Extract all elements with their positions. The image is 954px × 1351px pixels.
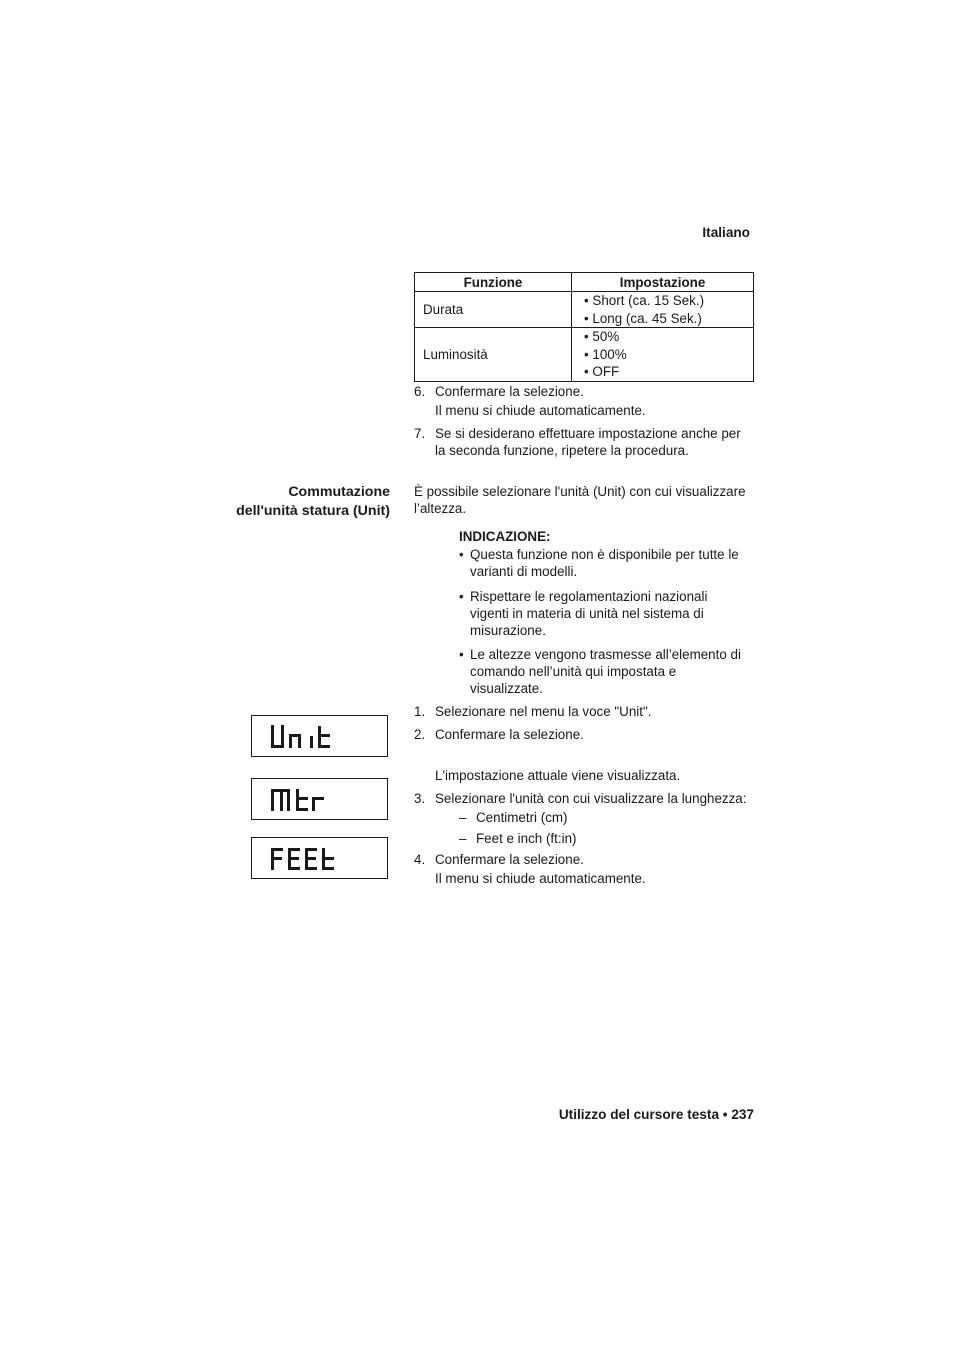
unit-option-text: Centimetri (cm) [476, 810, 568, 825]
step-number: 2. [414, 727, 426, 742]
option-item: • OFF [584, 364, 620, 379]
step-text: Se si desiderano effettuare impostazione anche per [435, 426, 741, 441]
table-row [415, 292, 754, 328]
step-text: Il menu si chiude automaticamente. [435, 871, 646, 886]
lcd-segment-text [269, 786, 349, 814]
bullet: • [459, 647, 464, 662]
option-item: • Long (ca. 45 Sek.) [584, 310, 702, 326]
lcd-display-unit [251, 715, 388, 757]
lcd-segment-text [269, 723, 349, 751]
dash: – [459, 810, 467, 825]
bullet: • [459, 589, 464, 604]
bullet: • [459, 547, 464, 562]
table-cell-function: Luminosità [415, 328, 572, 382]
column-header-function: Funzione [415, 273, 572, 292]
unit-option-text: Feet e inch (ft:in) [476, 831, 577, 846]
step-text: Selezionare nel menu la voce "Unit". [435, 704, 652, 719]
step-number: 7. [414, 426, 426, 441]
lcd-display-feet [251, 837, 388, 879]
table-cell-options [572, 328, 754, 382]
step-text: Confermare la selezione. [435, 852, 584, 867]
page-footer: Utilizzo del cursore testa • 237 [558, 1107, 754, 1122]
intro-paragraph: È possibile selezionare l'unità (Unit) con cui visualizzare l’altezza. [414, 484, 746, 516]
step-text: Confermare la selezione. [435, 384, 584, 399]
note-title: INDICAZIONE: [459, 529, 551, 544]
step-text: Il menu si chiude automaticamente. [435, 403, 646, 418]
step-number: 6. [414, 384, 426, 399]
step-text: Selezionare l'unità con cui visualizzare la lunghezza: [435, 791, 747, 806]
step-number: 4. [414, 852, 426, 867]
step-text: L'impostazione attuale viene visualizzata. [435, 768, 681, 783]
option-item: • Short (ca. 15 Sek.) [584, 293, 705, 308]
section-heading: Commutazione dell'unità statura (Unit) [236, 484, 390, 519]
step-text: la seconda funzione, ripetere la procedura. [435, 443, 689, 458]
settings-table [414, 272, 754, 382]
step-number: 1. [414, 704, 426, 719]
column-header-setting: Impostazione [572, 273, 754, 292]
table-header-row [415, 273, 754, 292]
dash: – [459, 831, 467, 846]
step-number: 3. [414, 791, 426, 806]
table-cell-options [572, 292, 754, 328]
table-cell-function: Durata [415, 292, 572, 328]
lcd-display-mtr [251, 778, 388, 820]
table-row [415, 328, 754, 382]
option-item: • 100% [584, 346, 627, 362]
step-text: Confermare la selezione. [435, 727, 584, 742]
lcd-segment-text [269, 845, 349, 873]
option-item: • 50% [584, 329, 620, 344]
language-label: Italiano [702, 225, 750, 240]
